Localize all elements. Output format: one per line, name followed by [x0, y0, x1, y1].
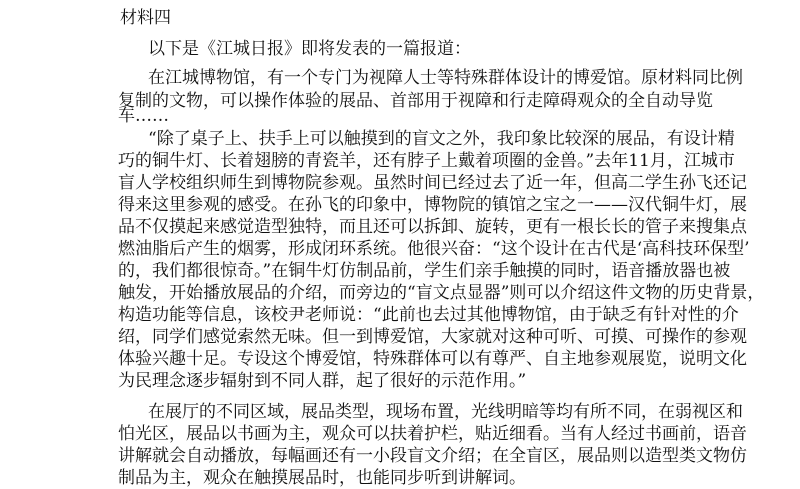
paragraph-3-line: 制品为主，观众在触摸展品时，也能同步听到讲解词。: [118, 468, 526, 488]
intro-line: 以下是《江城日报》即将发表的一篇报道：: [148, 39, 471, 59]
paragraph-2-line: 巧的铜牛灯、长着翅膀的青瓷羊，还有脖子上戴着项圈的金兽。”去年11月，江城市: [118, 151, 735, 171]
paragraph-1-line: 在江城博物馆，有一个专门为视障人士等特殊群体设计的博爱馆。原材料同比例: [148, 68, 743, 88]
paragraph-2-line: 品不仅摸起来感觉造型独特，而且还可以拆卸、旋转，更有一根长长的管子来搜集点: [118, 217, 747, 237]
paragraph-3-line: 讲解就会自动播放，每幅画还有一小段盲文介绍；在全盲区，展品则以造型类文物仿: [118, 446, 747, 466]
paragraph-1-line: 车……: [118, 106, 169, 126]
paragraph-2-line: 得来这里参观的感受。在孙飞的印象中，博物院的镇馆之宝之一——汉代铜牛灯，展: [118, 195, 747, 215]
paragraph-2-line: 的，我们都很惊奇。”在铜牛灯仿制品前，学生们亲手触摸的同时，语音播放器也被: [118, 261, 731, 281]
paragraph-2-line: 触发，开始播放展品的介绍，而旁边的“盲文点显器”则可以介绍这件文物的历史背景，: [118, 283, 765, 303]
paragraph-2-line: 绍，同学们感觉索然无味。但一到博爱馆，大家就对这种可听、可摸、可操作的参观: [118, 327, 747, 347]
paragraph-2-line: “除了桌子上、扶手上可以触摸到的盲文之外，我印象比较深的展品，有设计精: [148, 129, 735, 149]
paragraph-2-line: 体验兴趣十足。专设这个博爱馆，特殊群体可以有尊严、自主地参观展览，说明文化: [118, 349, 747, 369]
paragraph-2-line: 盲人学校组织师生到博物院参观。虽然时间已经过去了近一年，但高二学生孙飞还记: [118, 173, 747, 193]
paragraph-1-line: 复制的文物，可以操作体验的展品、首部用于视障和行走障碍观众的全自动导览: [118, 91, 713, 111]
section-heading: 材料四: [120, 8, 171, 28]
paragraph-2-line: 为民理念逐步辐射到不同人群，起了很好的示范作用。”: [118, 371, 527, 391]
paragraph-2-line: 燃油脂后产生的烟雾，形成闭环系统。他很兴奋：“这个设计在古代是‘高科技环保型’: [118, 239, 750, 259]
paragraph-2-line: 构造功能等信息，该校尹老师说：“此前也去过其他博物馆，由于缺乏有针对性的介: [118, 305, 739, 325]
paragraph-3-line: 在展厅的不同区域，展品类型，现场布置，光线明暗等均有所不同，在弱视区和: [148, 402, 743, 422]
paragraph-3-line: 怕光区，展品以书画为主，观众可以扶着护栏，贴近细看。当有人经过书画前，语音: [118, 424, 747, 444]
